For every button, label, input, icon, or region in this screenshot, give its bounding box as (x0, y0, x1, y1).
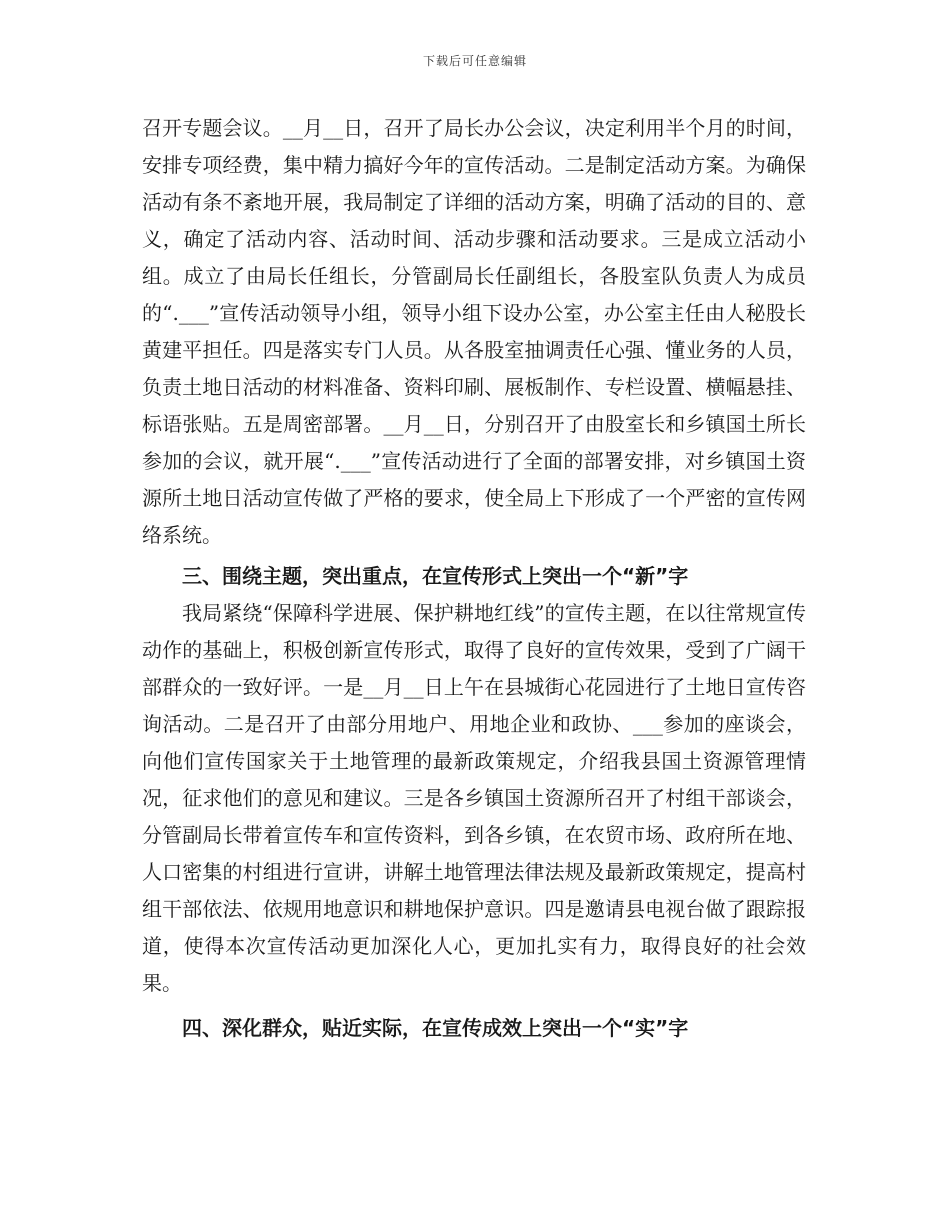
section-heading-3: 三、围绕主题，突出重点，在宣传形式上突出一个“新”字 (182, 564, 689, 588)
document-body (142, 110, 806, 1047)
body-paragraph: 召开专题会议。__月__日，召开了局长办公会议，决定利用半个月的时间，安排专项经费，集中精力搞好今年的宣传活动。二是制定活动方案。为确保活动有条不紊地开展，我局制定了详细的活动方案，明确了活动的目的、意义，确定了活动内容、活动时间、活动步骤和活动要求。三是成立活动小组。成立了由局长任组长，分管副局长任副组长，各股室队负责人为成员的“.___”宣传活动领导小组，领导小组下设办公室，办公室主任由人秘股长黄建平担任。四是落实专门人员。从各股室抽调责任心强、懂业务的人员，负责土地日活动的材料准备、资料印刷、展板制作、专栏设置、横幅悬挂、标语张贴。五是周密部署。__月__日，分别召开了由股室长和乡镇国土所长参加的会议，就开展“.___”宣传活动进行了全面的部署安排，对乡镇国土资源所土地日活动宣传做了严格的要求，使全局上下形成了一个严密的宣传网络系统。 (142, 116, 806, 547)
section-heading-4: 四、深化群众，贴近实际，在宣传成效上突出一个“实”字 (182, 1016, 689, 1040)
body-paragraph: 我局紧绕“保障科学进展、保护耕地红线”的宣传主题，在以往常规宣传动作的基础上，积极创新宣传形式，取得了良好的宣传效果，受到了广阔干部群众的一致好评。一是__月__日上午在县城街心花园进行了土地日宣传咨询活动。二是召开了由部分用地户、用地企业和政协、___参加的座谈会，向他们宣传国家关于土地管理的最新政策规定，介绍我县国土资源管理情况，征求他们的意见和建议。三是各乡镇国土资源所召开了村组干部谈会，分管副局长带着宣传车和宣传资料，到各乡镇，在农贸市场、政府所在地、人口密集的村组进行宣讲，讲解土地管理法律法规及最新政策规定，提高村组干部依法、依规用地意识和耕地保护意识。四是邀请县电视台做了跟踪报道，使得本次宣传活动更加深化人心，更加扎实有力，取得良好的社会效果。 (142, 601, 806, 995)
page-header: 下载后可任意编辑 (422, 54, 527, 68)
